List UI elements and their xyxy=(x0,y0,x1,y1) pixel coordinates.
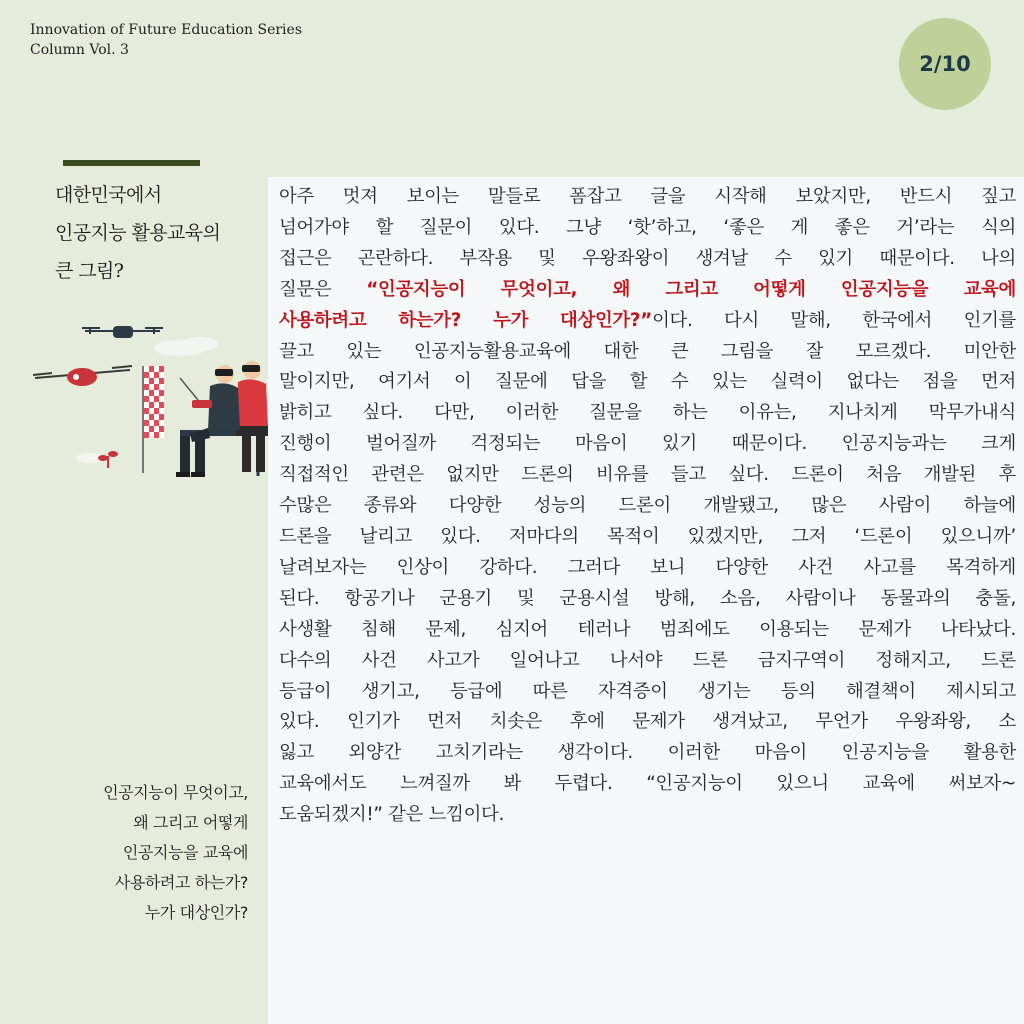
drone-illustration xyxy=(30,318,270,488)
article-line: 된다. 항공기나 군용기 및 군용시설 방해, 소음, 사람이나 동물과의 충돌, xyxy=(279,587,1016,609)
article-line: 잃고 외양간 고치기라는 생각이다. 이러한 마음이 인공지능을 활용한 xyxy=(279,742,1016,764)
drone-icon xyxy=(82,326,163,338)
page-indicator-badge xyxy=(899,18,991,110)
drone-icon xyxy=(33,366,132,386)
section-title-line: 대한민국에서 xyxy=(55,184,162,206)
highlighted-question: 사용하려고 하는가? 누가 대상인가?” xyxy=(279,309,653,331)
highlighted-question: “인공지능이 무엇이고, 왜 그리고 어떻게 인공지능을 교육에 xyxy=(366,278,1016,300)
series-header xyxy=(30,20,302,60)
pull-quote-line: 왜 그리고 어떻게 xyxy=(133,813,248,832)
pull-quote-line: 인공지능이 무엇이고, xyxy=(103,783,248,802)
article-text: 질문은 xyxy=(279,278,367,300)
article-line: 날려보자는 인상이 강하다. 그러다 보니 다양한 사건 사고를 목격하게 xyxy=(279,556,1016,578)
article-line: 끌고 있는 인공지능활용교육에 대한 큰 그림을 잘 모르겠다. 미안한 xyxy=(279,340,1016,362)
article-line: 도움되겠지!” 같은 느낌이다. xyxy=(279,804,505,826)
article-text: 이다. 다시 말해, 한국에서 인기를 xyxy=(652,309,1016,331)
article-line xyxy=(279,306,1016,337)
article-line: 등급이 생기고, 등급에 따른 자격증이 생기는 등의 해결책이 제시되고 xyxy=(279,680,1016,702)
section-title xyxy=(55,176,270,290)
article-line: 수많은 종류와 다양한 성능의 드론이 개발됐고, 많은 사람이 하늘에 xyxy=(279,495,1016,517)
article-body xyxy=(279,182,1016,831)
article-line: 말이지만, 여기서 이 질문에 답을 할 수 있는 실력이 없다는 점을 먼저 xyxy=(279,371,1016,393)
section-accent-bar xyxy=(63,160,200,166)
article-line: 아주 멋져 보이는 말들로 폼잡고 글을 시작해 보았지만, 반드시 짚고 xyxy=(279,186,1016,207)
article-line: 직접적인 관련은 없지만 드론의 비유를 들고 싶다. 드론이 처음 개발된 후 xyxy=(279,464,1016,486)
article-line: 진행이 벌어질까 걱정되는 마음이 있기 때문이다. 인공지능과는 크게 xyxy=(279,433,1016,455)
article-line: 접근은 곤란하다. 부작용 및 우왕좌왕이 생겨날 수 있기 때문이다. 나의 xyxy=(279,247,1016,269)
article-line: 교육에서도 느껴질까 봐 두렵다. “인공지능이 있으니 교육에 써보자~ xyxy=(279,773,1016,795)
checkered-flag-icon xyxy=(143,366,164,473)
page-indicator-text: 2/10 xyxy=(919,52,971,76)
person-icon xyxy=(176,365,240,477)
article-line: 다수의 사건 사고가 일어나고 나서야 드론 금지구역이 정해지고, 드론 xyxy=(279,649,1016,671)
section-title-line: 큰 그림? xyxy=(55,260,124,282)
article-line: 밝히고 싶다. 다만, 이러한 질문을 하는 이유는, 지나치게 막무가내식 xyxy=(279,402,1016,424)
pull-quote-line: 누가 대상인가? xyxy=(144,903,248,922)
article-line xyxy=(279,275,1016,306)
plant-icon xyxy=(98,451,118,468)
pull-quote-line: 사용하려고 하는가? xyxy=(114,873,248,892)
article-line: 사생활 침해 문제, 심지어 테러나 범죄에도 이용되는 문제가 나타났다. xyxy=(279,618,1016,640)
column-label: Column Vol. 3 xyxy=(30,42,129,58)
article-line: 있다. 인기가 먼저 치솟은 후에 문제가 생겨났고, 무언가 우왕좌왕, 소 xyxy=(279,711,1016,733)
article-line: 넘어가야 할 질문이 있다. 그냥 ‘핫’하고, ‘좋은 게 좋은 거’라는 식의 xyxy=(279,216,1016,238)
series-title: Innovation of Future Education Series xyxy=(30,22,303,38)
pull-quote xyxy=(20,778,248,928)
pull-quote-line: 인공지능을 교육에 xyxy=(122,843,248,862)
section-title-line: 인공지능 활용교육의 xyxy=(55,222,221,244)
article-line: 드론을 날리고 있다. 저마다의 목적이 있겠지만, 그저 ‘드론이 있으니까’ xyxy=(279,525,1016,547)
